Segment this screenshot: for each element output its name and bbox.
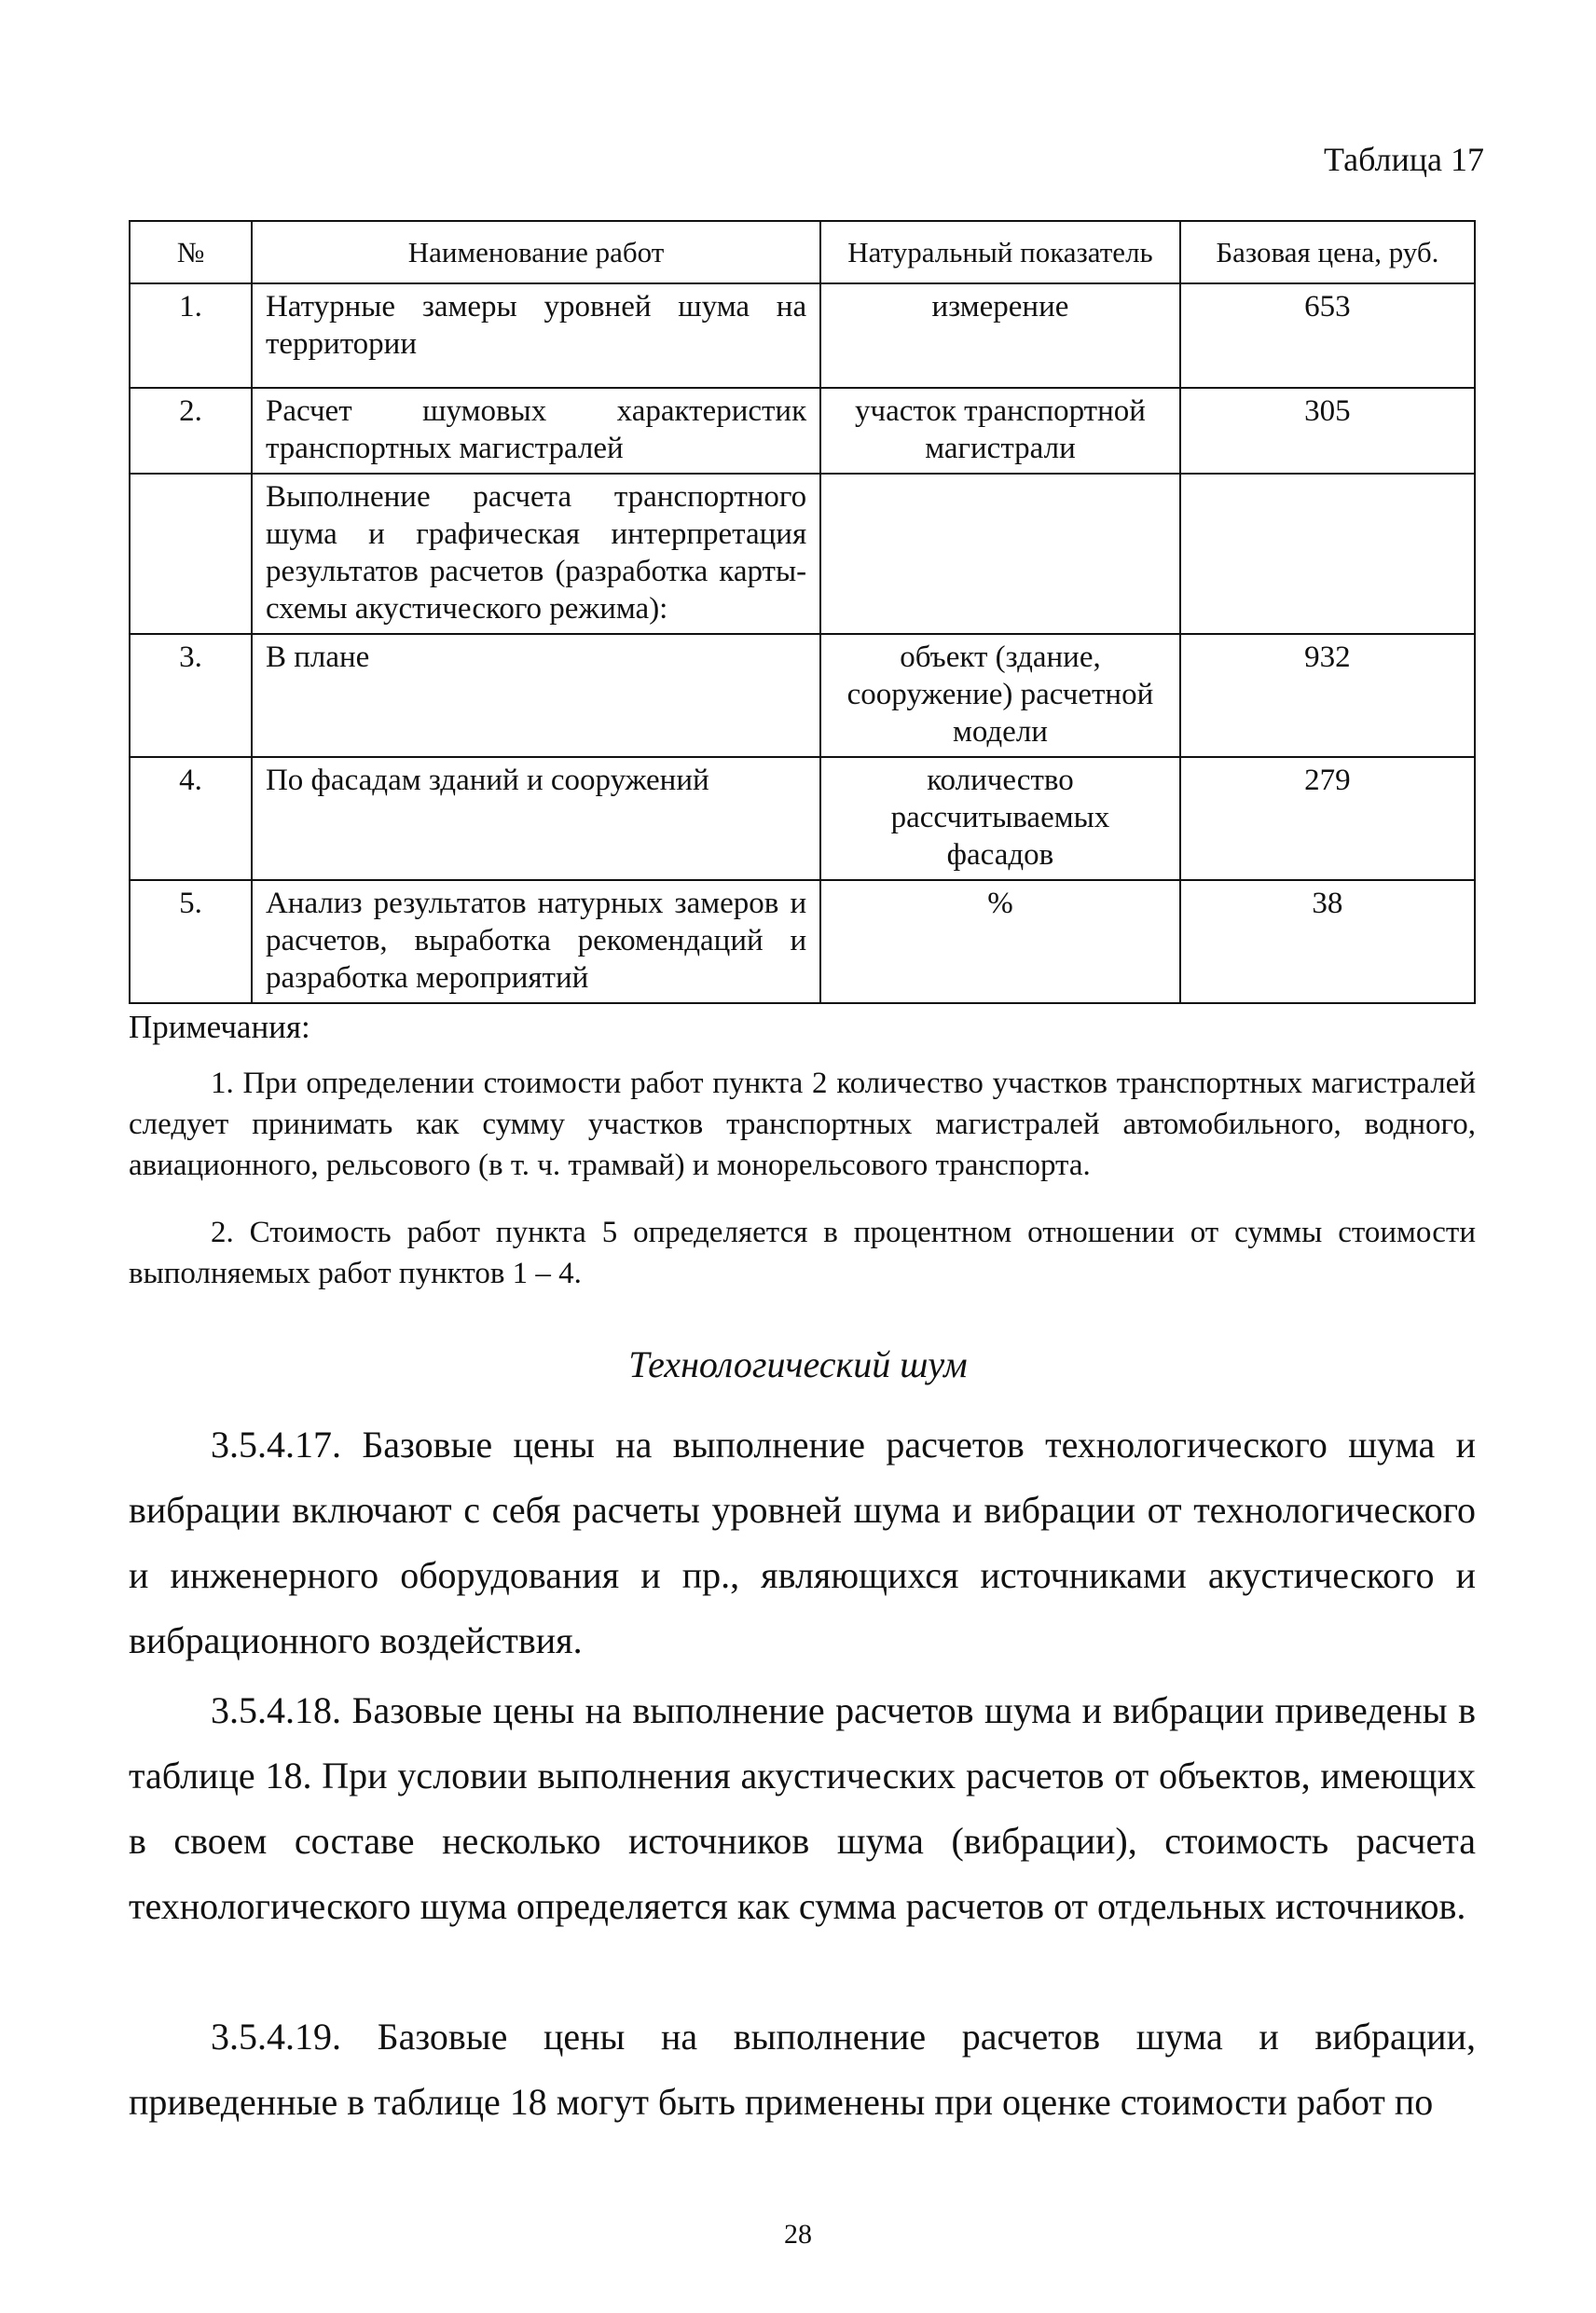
- row-num: 4.: [130, 757, 252, 880]
- page-number: 28: [784, 2219, 812, 2250]
- table-caption: Таблица 17: [1324, 141, 1484, 178]
- table-row: [130, 880, 1475, 1003]
- row-num: 1.: [130, 283, 252, 388]
- row-unit: измерение: [820, 283, 1180, 388]
- table-row: [130, 634, 1475, 757]
- table-row: [130, 474, 1475, 634]
- row-price: 279: [1180, 757, 1475, 880]
- row-num: 5.: [130, 880, 252, 1003]
- table-row: [130, 757, 1475, 880]
- row-price: 653: [1180, 283, 1475, 388]
- header-name: Наименование работ: [252, 221, 820, 283]
- notes-heading: Примечания:: [129, 1009, 310, 1045]
- row-unit: участок транспортной магистрали: [820, 388, 1180, 474]
- paragraph: 3.5.4.17. Базовые цены на выполнение расчетов технологического шума и вибрации включают с себя расчеты уровней шума и вибрации от технологического и инженерного оборудования и пр., являющихся источниками акустического и вибрационного воздействия.: [129, 1424, 1476, 1661]
- row-name: Выполнение расчета транспортного шума и графическая интерпретация результатов расчетов (разработка карты-схемы акустического режима):: [252, 474, 820, 634]
- header-unit: Натуральный показатель: [820, 221, 1180, 283]
- note-item: 1. При определении стоимости работ пункта 2 количество участков транспортных магистралей следует принимать как сумму участков транспортных магистралей автомобильного, водного, авиационного, рельсового (в т. ч. трамвай) и монорельсового транспорта.: [129, 1067, 1476, 1182]
- row-unit: [820, 474, 1180, 634]
- header-price: Базовая цена, руб.: [1180, 221, 1475, 283]
- paragraph: 3.5.4.18. Базовые цены на выполнение расчетов шума и вибрации приведены в таблице 18. При условии выполнения акустических расчетов от объектов, имеющих в своем составе несколько источников шума (вибрации), стоимость расчета технологического шума определяется как сумма расчетов от отдельных источников.: [129, 1689, 1476, 1927]
- row-unit: %: [820, 880, 1180, 1003]
- row-price: 305: [1180, 388, 1475, 474]
- row-price: [1180, 474, 1475, 634]
- row-num: 2.: [130, 388, 252, 474]
- section-title: Технологический шум: [628, 1343, 968, 1385]
- row-num: 3.: [130, 634, 252, 757]
- row-name: В плане: [252, 634, 820, 757]
- table-row: [130, 283, 1475, 388]
- row-name: По фасадам зданий и сооружений: [252, 757, 820, 880]
- header-num: №: [130, 221, 252, 283]
- row-price: 38: [1180, 880, 1475, 1003]
- table-header-row: [130, 221, 1475, 283]
- row-name: Натурные замеры уровней шума на территории: [252, 283, 820, 388]
- row-unit: объект (здание, сооружение) расчетной модели: [820, 634, 1180, 757]
- table-row: [130, 388, 1475, 474]
- price-table: [129, 220, 1476, 1004]
- row-price: 932: [1180, 634, 1475, 757]
- row-unit: количество рассчитываемых фасадов: [820, 757, 1180, 880]
- row-name: Анализ результатов натурных замеров и расчетов, выработка рекомендаций и разработка мероприятий: [252, 880, 820, 1003]
- row-num: [130, 474, 252, 634]
- row-name: Расчет шумовых характеристик транспортных магистралей: [252, 388, 820, 474]
- note-item: 2. Стоимость работ пункта 5 определяется в процентном отношении от суммы стоимости выполняемых работ пунктов 1 – 4.: [129, 1216, 1476, 1290]
- paragraph: 3.5.4.19. Базовые цены на выполнение расчетов шума и вибрации, приведенные в таблице 18 могут быть применены при оценке стоимости работ по: [129, 2016, 1476, 2123]
